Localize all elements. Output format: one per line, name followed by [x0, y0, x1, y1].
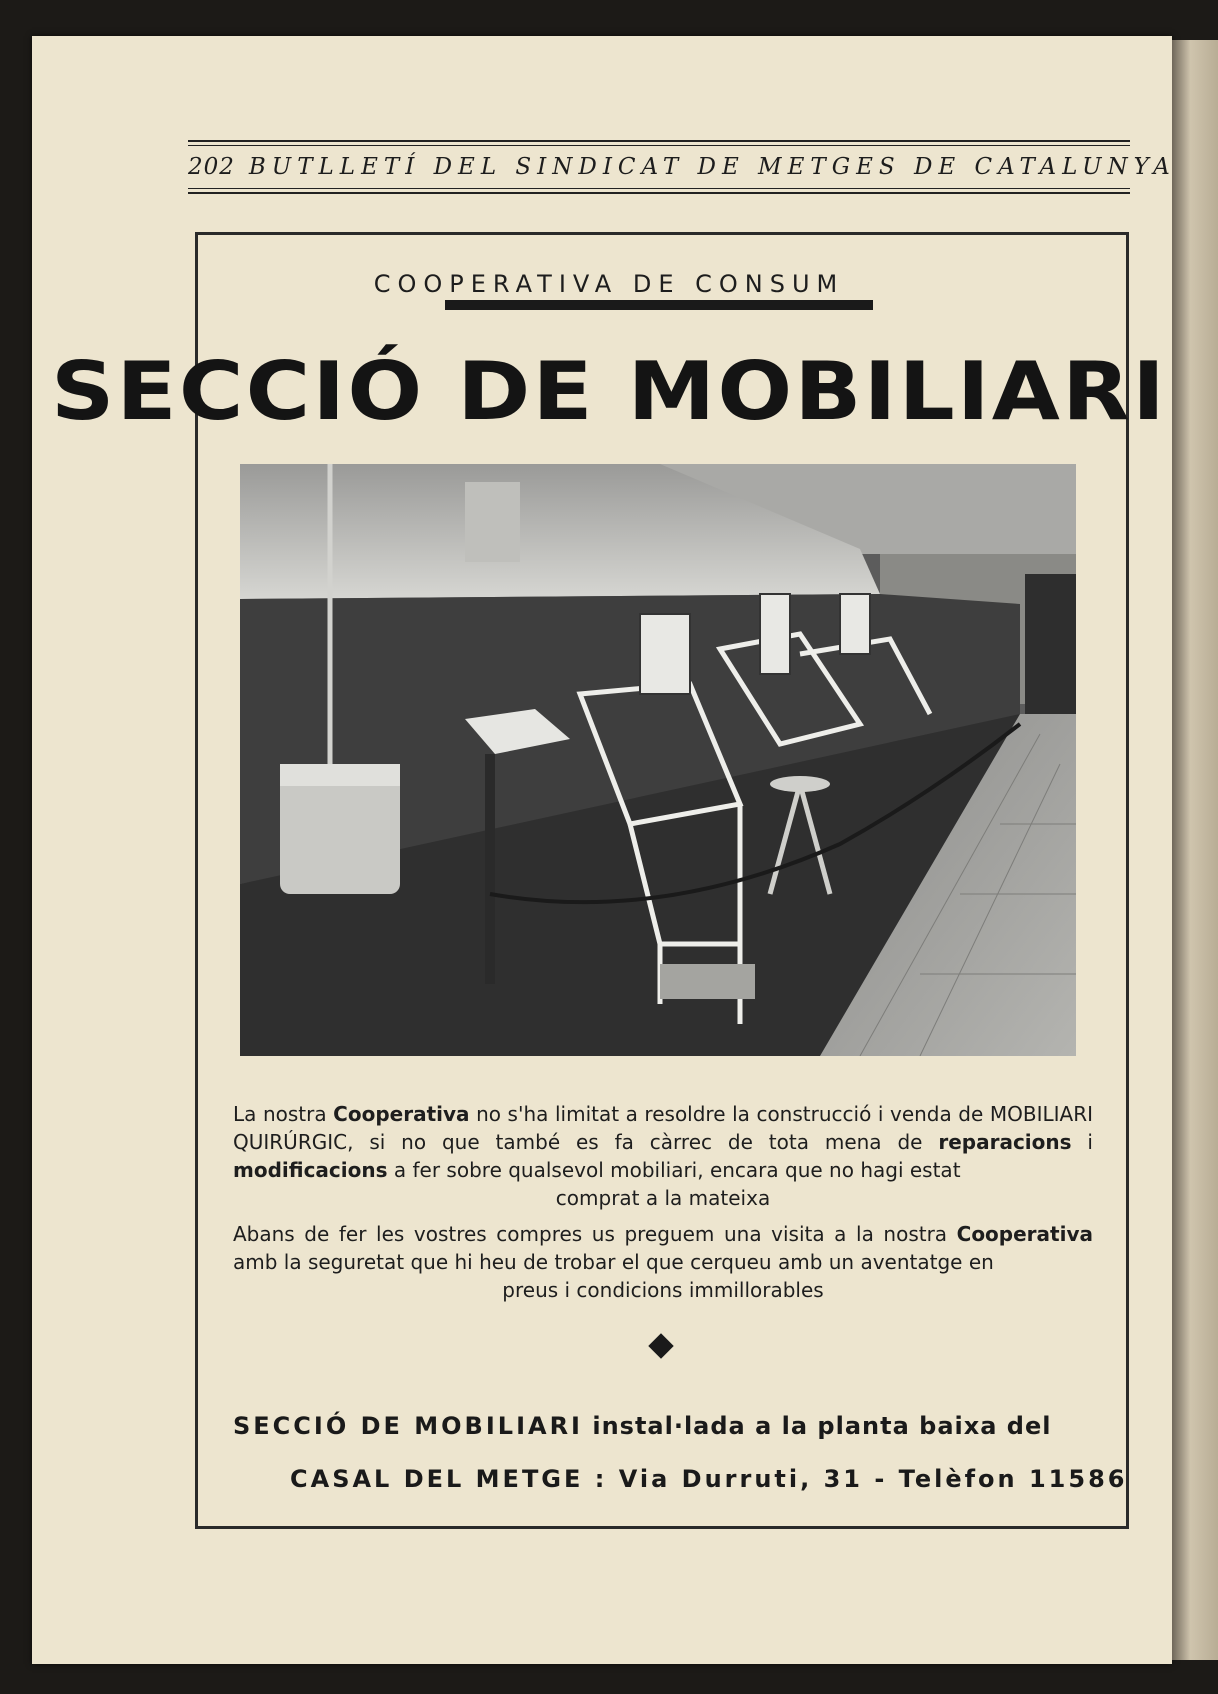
para1-text-4: a fer sobre qualsevol mobiliari, encara que no hagi estat	[387, 1158, 961, 1182]
header-rule-bottom	[188, 192, 1130, 194]
description-paragraph-1	[233, 1100, 1093, 1212]
para2-text-2: amb la seguretat que hi heu de trobar el que cerqueu amb un aventatge en	[233, 1250, 994, 1274]
footer-section-name: SECCIÓ DE MOBILIARI	[233, 1412, 583, 1440]
para1-bold-modificacions: modificacions	[233, 1158, 388, 1182]
para2-bold-cooperativa: Cooperativa	[956, 1222, 1093, 1246]
footer-location-text: instal·lada a la planta baixa del	[592, 1412, 1052, 1440]
page-number: 202	[188, 154, 235, 180]
journal-title: BUTLLETÍ DEL SINDICAT DE METGES DE CATALUNYA	[248, 154, 1176, 180]
para1-text-1: La nostra	[233, 1102, 334, 1126]
para1-text-3: i	[1071, 1130, 1093, 1154]
para1-text-2: no s'ha limitat a resoldre la construcció i venda de MOBILIARI QUIRÚRGIC, si no que també es fa càrrec de tota mena de	[233, 1102, 1094, 1154]
para1-last-line: comprat a la mateixa	[555, 1186, 771, 1210]
para1-bold-reparacions: reparacions	[938, 1130, 1072, 1154]
advertisement-title: SECCIÓ DE MOBILIARI	[50, 345, 1168, 438]
footer-address: CASAL DEL METGE : Via Durruti, 31 - Telèfon 11586	[290, 1465, 1128, 1493]
para2-text-1: Abans de fer les vostres compres us preguem una visita a la nostra	[233, 1222, 957, 1246]
running-header	[188, 150, 1176, 184]
para1-bold-cooperativa: Cooperativa	[333, 1102, 470, 1126]
footer-line-1	[233, 1412, 1051, 1440]
header-rule-top-thin	[188, 145, 1130, 146]
description-paragraph-2	[233, 1220, 1093, 1304]
showroom-photo	[240, 464, 1076, 1056]
para2-last-line: preus i condicions immillorables	[502, 1278, 824, 1302]
header-rule-bottom-thin	[188, 188, 1130, 189]
cooperative-kicker: COOPERATIVA DE CONSUM	[373, 270, 845, 298]
header-rule-top	[188, 140, 1130, 142]
kicker-underline-bar	[445, 300, 873, 310]
